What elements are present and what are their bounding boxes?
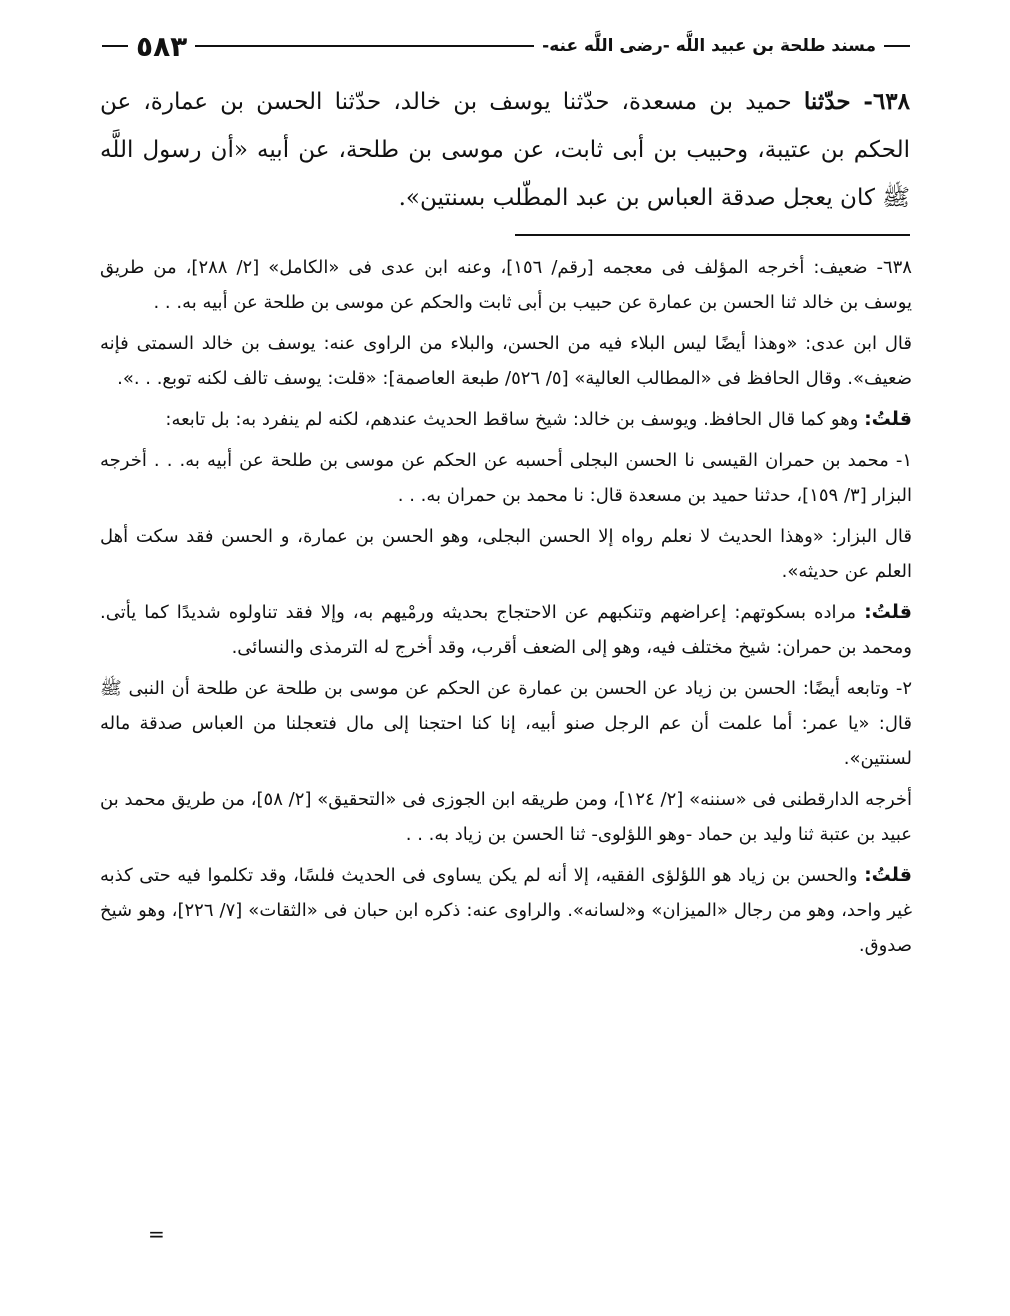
hadith-body: حميد بن مسعدة، حدّثنا يوسف بن خالد، حدّثنا الحسن بن عمارة، عن الحكم بن عتيبة، وحبيب بن أبى ثابت، عن موسى بن طلحة، عن أبيه «أن رسول اللَّه ﷺ كان يعجل صدقة العباس بن عبد المطّلب بسنتين». (100, 89, 910, 211)
running-title: مسند طلحة بن عبيد اللَّه -رضى اللَّه عنه- (542, 36, 876, 56)
footnote-paragraph: قلتُ: والحسن بن زياد هو اللؤلؤى الفقيه، إلا أنه لم يكن يساوى فى الحديث فلسًا، وقد تكلموا فيه حتى كذبه غير واحد، وهو من رجال «الميزان» و«لسانه». والراوى عنه: ذكره ابن حبان فى «الثقات» [٧/ ٢٢٦]، وهو شيخ صدوق. (100, 864, 912, 956)
footnote-paragraph: ٢- وتابعه أيضًا: الحسن بن زياد عن الحسن بن عمارة عن الحكم عن موسى بن طلحة عن طلحة أن النبى ﷺ قال: «يا عمر: أما علمت أن عم الرجل صنو أبيه، إنا كنا احتجنا إلى مال فتعجلنا من العباس صدقة ماله لسنتين». (100, 678, 912, 769)
qult-label: قلتُ: (864, 408, 912, 430)
header-dash (102, 45, 128, 47)
continuation-mark: = (148, 1222, 165, 1246)
page-number: ٥٨٣ (136, 29, 188, 63)
footnote-paragraph: قال البزار: «وهذا الحديث لا نعلم رواه إلا الحسن البجلى، وهو الحسن بن عمارة، و الحسن فقد سكت أهل العلم عن حديثه». (100, 526, 912, 582)
footnotes (100, 250, 912, 969)
qult-label: قلتُ: (864, 601, 912, 623)
hadith-number: ٦٣٨- حدّثنا (803, 88, 910, 115)
header-dash (884, 45, 910, 47)
hadith-text (100, 78, 910, 222)
footnote-paragraph: ٦٣٨- ضعيف: أخرجه المؤلف فى معجمه [رقم/ ١٥٦]، وعنه ابن عدى فى «الكامل» [٢/ ٢٨٨]، من طريق يوسف بن خالد ثنا الحسن بن عمارة عن حبيب بن أبى ثابت والحكم عن موسى بن طلحة عن أبيه به. . . (100, 257, 912, 313)
footnote-paragraph: قلتُ: مراده بسكوتهم: إعراضهم وتنكبهم عن الاحتجاج بحديثه ورمْيهم به، وإلا فقد تناولوه شديدًا كما يأتى. ومحمد بن حمران: شيخ مختلف فيه، وهو إلى الضعف أقرب، وقد أخرج له الترمذى والنسائى. (100, 601, 912, 658)
footnote-paragraph: قلتُ: وهو كما قال الحافظ. ويوسف بن خالد: شيخ ساقط الحديث عندهم، لكنه لم ينفرد به: بل تابعه: (165, 408, 912, 430)
header-rule (195, 45, 534, 47)
footnote-separator (515, 234, 910, 236)
footnote-paragraph: ١- محمد بن حمران القيسى نا الحسن البجلى أحسبه عن الحكم عن موسى بن طلحة عن أبيه به. . . أخرجه البزار [٣/ ١٥٩]، حدثنا حميد بن مسعدة قال: نا محمد بن حمران به. . . (100, 450, 912, 506)
running-header (102, 26, 910, 66)
footnote-paragraph: أخرجه الدارقطنى فى «سننه» [٢/ ١٢٤]، ومن طريقه ابن الجوزى فى «التحقيق» [٢/ ٥٨]، من طريق محمد بن عبيد بن عتبة ثنا وليد بن حماد -وهو اللؤلوى- ثنا الحسن بن زياد به. . . (100, 789, 913, 845)
qult-label: قلتُ: (864, 864, 912, 886)
footnote-paragraph: قال ابن عدى: «وهذا أيضًا ليس البلاء فيه من الحسن، والبلاء من الراوى عنه: يوسف بن خالد السمتى فإنه ضعيف». وقال الحافظ فى «المطالب العالية» [٥/ ٥٢٦/ طبعة العاصمة]: «قلت: يوسف تالف لكنه توبع. . .». (100, 333, 912, 389)
